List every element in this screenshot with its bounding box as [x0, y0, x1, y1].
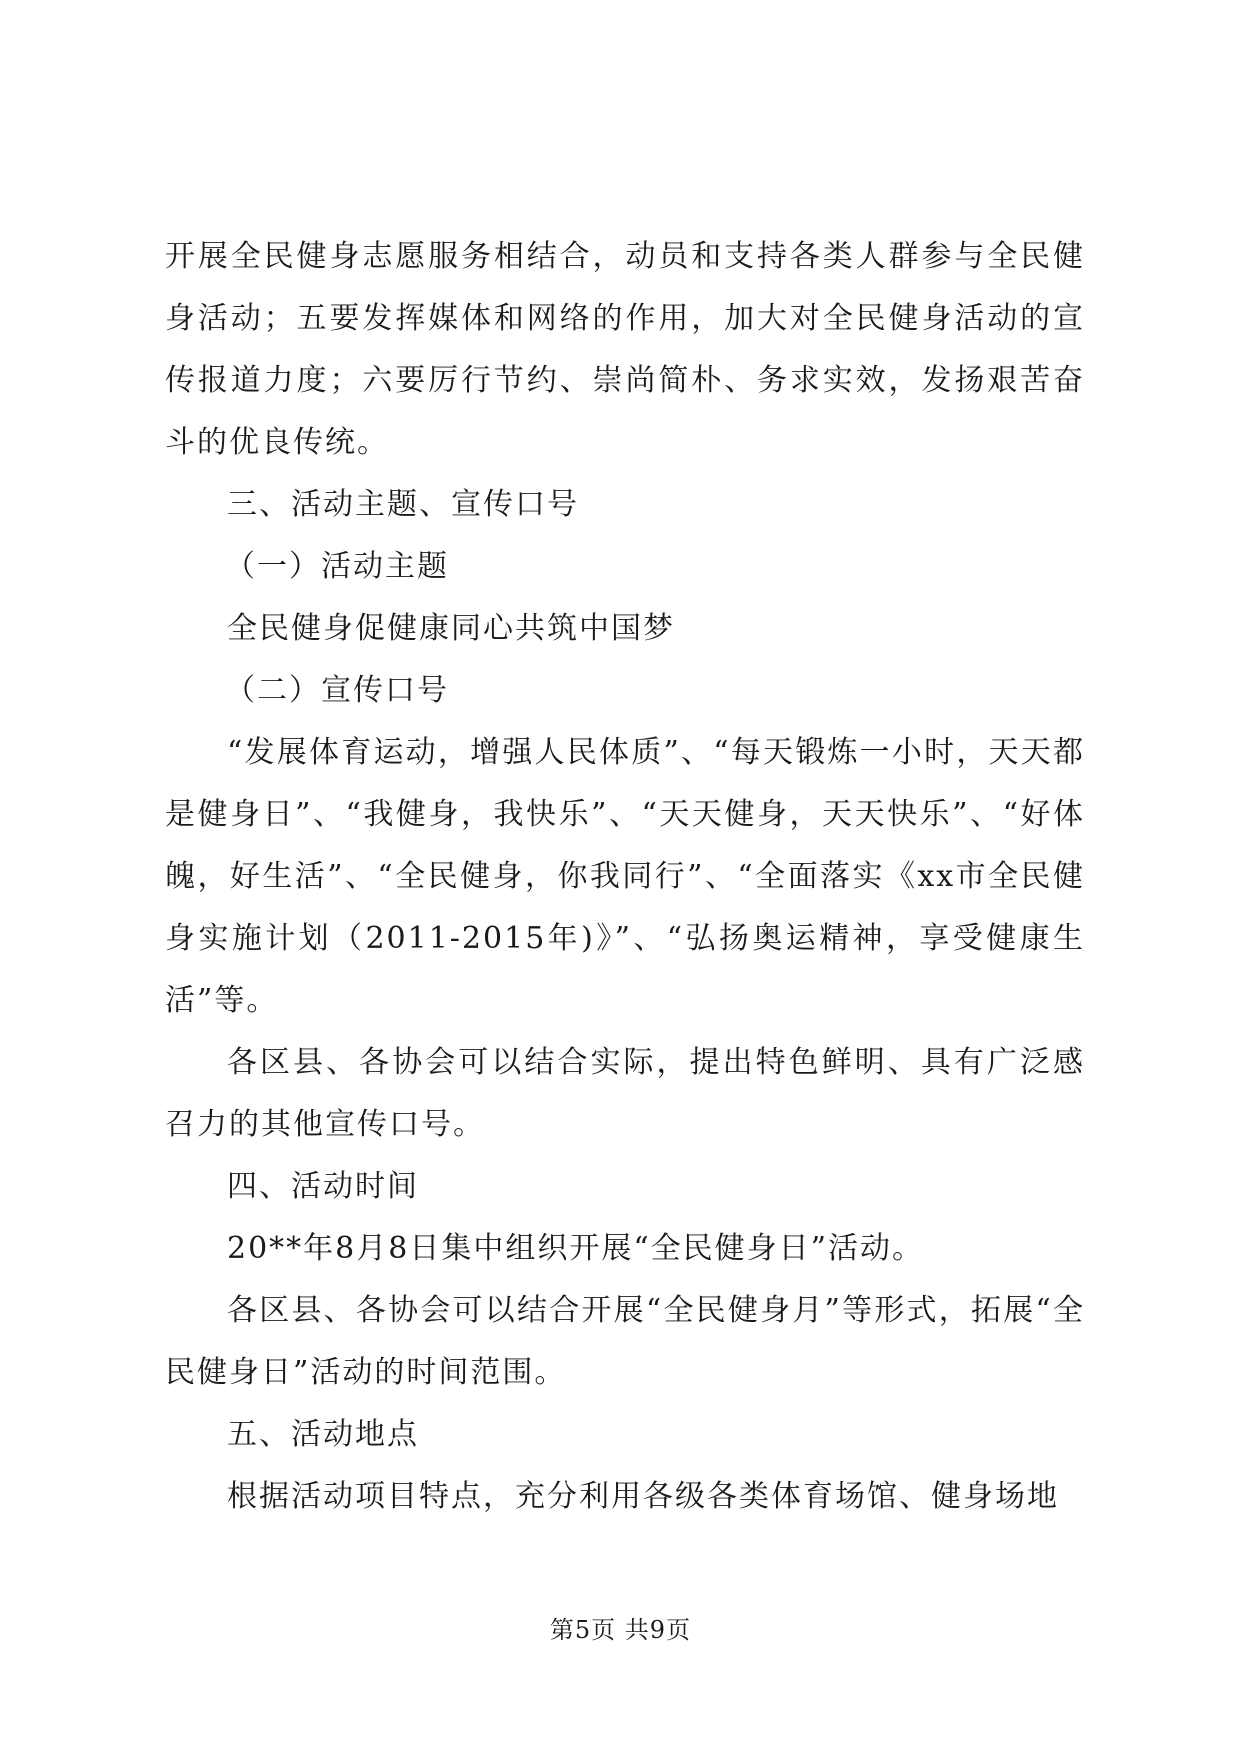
paragraph-time-extension: 各区县、各协会可以结合开展“全民健身月”等形式，拓展“全民健身日”活动的时间范围。 — [165, 1293, 1085, 1390]
paragraph-other-slogans: 各区县、各协会可以结合实际，提出特色鲜明、具有广泛感召力的其他宣传口号。 — [165, 1045, 1085, 1142]
paragraph-volunteer-service: 开展全民健身志愿服务相结合，动员和支持各类人群参与全民健身活动；五要发挥媒体和网络的作用，加大对全民健身活动的宣传报道力度；六要厉行节约、崇尚简朴、务求实效，发扬艰苦奋斗的优良传统。 — [165, 239, 1085, 460]
subheading-theme: （一）活动主题 — [225, 549, 449, 584]
document-body — [165, 226, 1085, 1528]
paragraph-theme: 全民健身促健康同心共筑中国梦 — [227, 611, 675, 646]
paragraph-activity-date: 20**年8月8日集中组织开展“全民健身日”活动。 — [227, 1231, 925, 1266]
heading-section-5: 五、活动地点 — [227, 1417, 419, 1452]
heading-section-4: 四、活动时间 — [227, 1169, 419, 1204]
page-number-label: 第5页 共9页 — [549, 1616, 692, 1644]
page-footer — [0, 1610, 1241, 1645]
paragraph-slogans: “发展体育运动，增强人民体质”、“每天锻炼一小时，天天都是健身日”、“我健身，我快乐”、“天天健身，天天快乐”、“好体魄，好生活”、“全民健身，你我同行”、“全面落实《xx市全民健身实施计划（2011-2015年)》”、“弘扬奥运精神，享受健康生活”等。 — [165, 735, 1085, 1018]
subheading-slogans: （二）宣传口号 — [225, 673, 449, 708]
paragraph-venue: 根据活动项目特点，充分利用各级各类体育场馆、健身场地 — [227, 1479, 1059, 1514]
heading-section-3: 三、活动主题、宣传口号 — [227, 487, 579, 522]
